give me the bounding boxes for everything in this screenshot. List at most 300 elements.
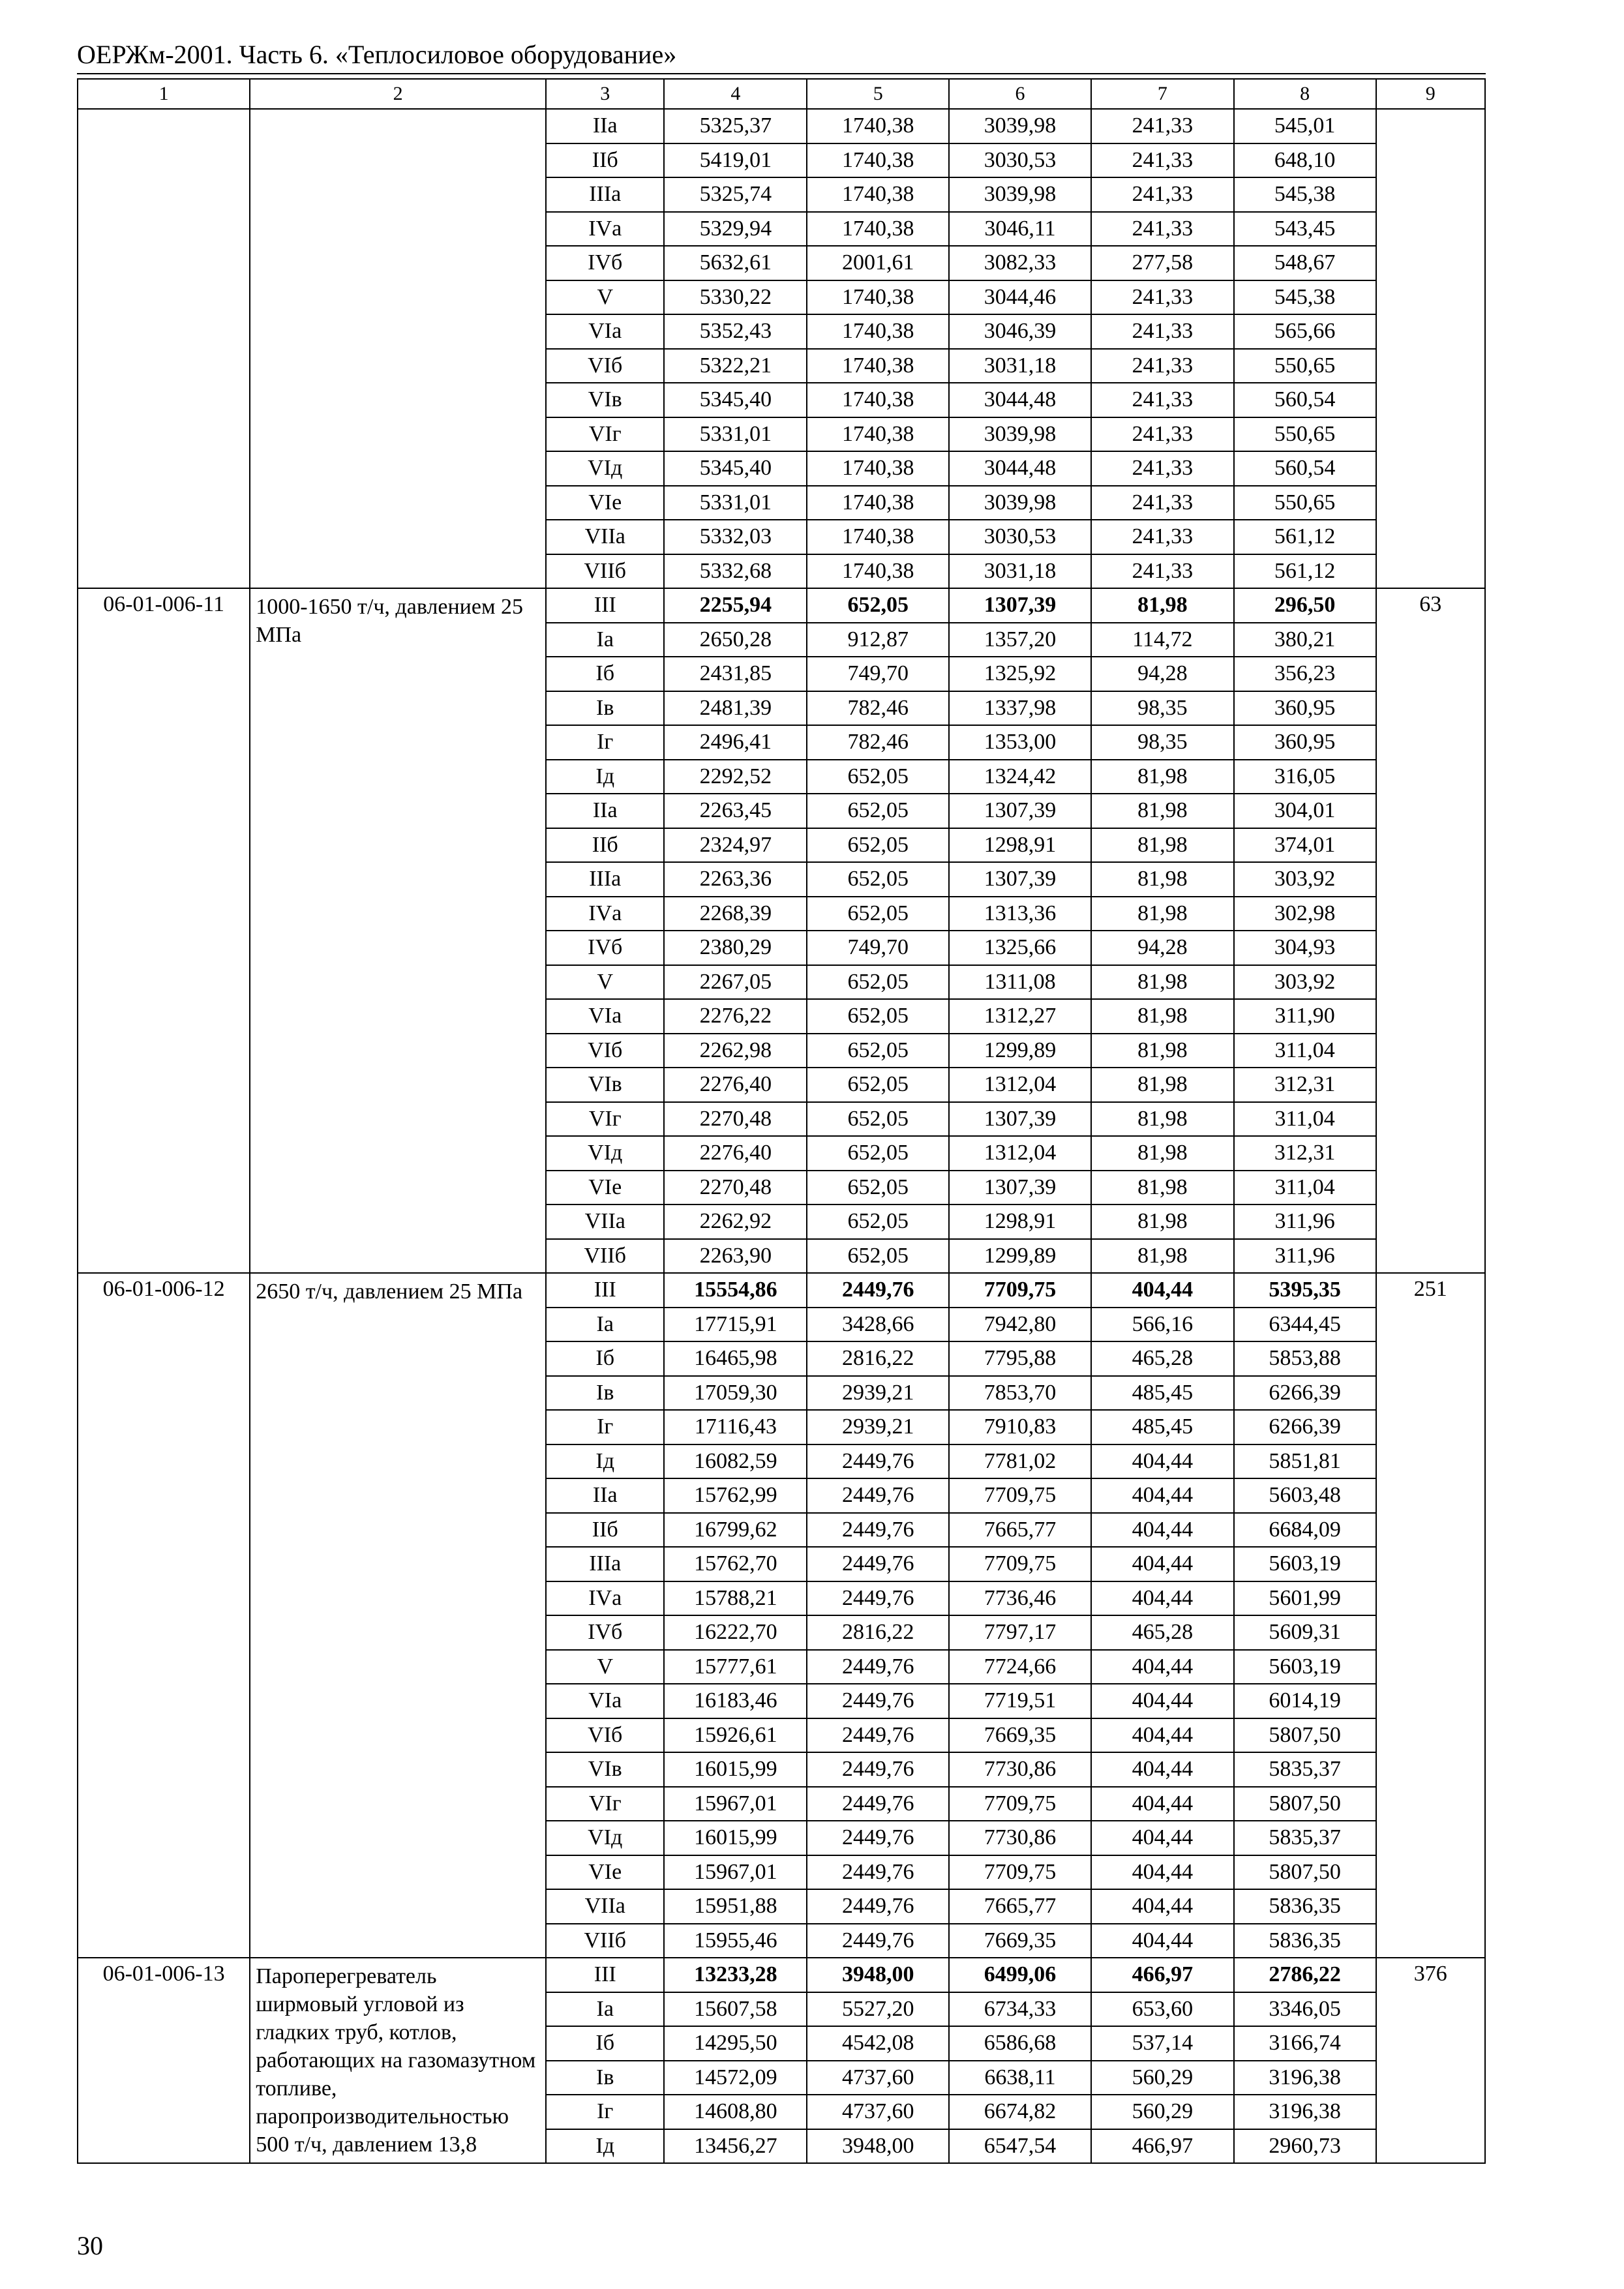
materials-cell: 303,92: [1234, 965, 1376, 1000]
machines-cell: 1311,08: [949, 965, 1091, 1000]
zone-cell: IIIа: [546, 862, 665, 897]
column-number: 2: [250, 79, 546, 109]
total-cost-cell: 14608,80: [664, 2095, 807, 2129]
zone-cell: IVб: [546, 1615, 665, 1650]
zone-cell: Iг: [546, 1410, 665, 1444]
machines-cell: 7719,51: [949, 1684, 1091, 1718]
total-cost-cell: 2270,48: [664, 1102, 807, 1137]
machinist-wages-cell: 81,98: [1091, 794, 1234, 828]
machinist-wages-cell: 81,98: [1091, 862, 1234, 897]
materials-cell: 5603,48: [1234, 1478, 1376, 1513]
machinist-wages-cell: 560,29: [1091, 2061, 1234, 2095]
wages-cell: 1740,38: [807, 486, 949, 520]
zone-cell: VIв: [546, 1068, 665, 1102]
machines-cell: 7910,83: [949, 1410, 1091, 1444]
zone-cell: IVа: [546, 1581, 665, 1616]
materials-cell: 311,04: [1234, 1171, 1376, 1205]
zone-cell: Iд: [546, 760, 665, 794]
materials-cell: 550,65: [1234, 417, 1376, 452]
zone-cell: IIIа: [546, 177, 665, 212]
materials-cell: 380,21: [1234, 623, 1376, 657]
wages-cell: 652,05: [807, 828, 949, 863]
machinist-wages-cell: 241,33: [1091, 349, 1234, 383]
total-cost-cell: 2650,28: [664, 623, 807, 657]
column-number: 5: [807, 79, 949, 109]
machines-cell: 6734,33: [949, 1992, 1091, 2027]
zone-cell: VIд: [546, 1821, 665, 1855]
machines-cell: 1307,39: [949, 862, 1091, 897]
machines-cell: 1353,00: [949, 725, 1091, 760]
total-cost-cell: 5345,40: [664, 451, 807, 486]
machines-cell: 1325,92: [949, 657, 1091, 691]
wages-cell: 2449,76: [807, 1821, 949, 1855]
wages-cell: 652,05: [807, 760, 949, 794]
machinist-wages-cell: 404,44: [1091, 1478, 1234, 1513]
total-cost-cell: 15777,61: [664, 1650, 807, 1684]
wages-cell: 2449,76: [807, 1855, 949, 1890]
machinist-wages-cell: 241,33: [1091, 212, 1234, 247]
materials-cell: 6266,39: [1234, 1410, 1376, 1444]
materials-cell: 6344,45: [1234, 1308, 1376, 1342]
machinist-wages-cell: 404,44: [1091, 1513, 1234, 1548]
total-cost-cell: 17116,43: [664, 1410, 807, 1444]
materials-cell: 6684,09: [1234, 1513, 1376, 1548]
wages-cell: 2001,61: [807, 246, 949, 280]
zone-cell: Iб: [546, 2026, 665, 2061]
rate-code-cell: 06-01-006-13: [78, 1958, 250, 2163]
machines-cell: 3046,39: [949, 314, 1091, 349]
machinist-wages-cell: 81,98: [1091, 1136, 1234, 1171]
wages-cell: 652,05: [807, 1239, 949, 1274]
total-cost-cell: 5345,40: [664, 383, 807, 417]
total-cost-cell: 2292,52: [664, 760, 807, 794]
wages-cell: 2449,76: [807, 1650, 949, 1684]
machinist-wages-cell: 277,58: [1091, 246, 1234, 280]
machinist-wages-cell: 404,44: [1091, 1924, 1234, 1958]
zone-cell: VIг: [546, 417, 665, 452]
rate-description-cell: 2650 т/ч, давлением 25 МПа: [250, 1273, 546, 1958]
materials-cell: 311,96: [1234, 1204, 1376, 1239]
column-number-row: [78, 79, 1485, 109]
machinist-wages-cell: 241,33: [1091, 417, 1234, 452]
zone-cell: VIб: [546, 349, 665, 383]
zone-cell: IIб: [546, 828, 665, 863]
wages-cell: 2449,76: [807, 1889, 949, 1924]
total-cost-cell: 15955,46: [664, 1924, 807, 1958]
total-cost-cell: 2481,39: [664, 691, 807, 726]
total-cost-cell: 16222,70: [664, 1615, 807, 1650]
zone-cell: Iв: [546, 2061, 665, 2095]
machines-cell: 3082,33: [949, 246, 1091, 280]
wages-cell: 652,05: [807, 1171, 949, 1205]
wages-cell: 2449,76: [807, 1787, 949, 1821]
machines-cell: 3039,98: [949, 417, 1091, 452]
materials-cell: 2960,73: [1234, 2129, 1376, 2164]
machinist-wages-cell: 465,28: [1091, 1341, 1234, 1376]
zone-cell: VIд: [546, 451, 665, 486]
machines-cell: 1312,04: [949, 1068, 1091, 1102]
machines-cell: 3044,46: [949, 280, 1091, 315]
materials-cell: 360,95: [1234, 691, 1376, 726]
machines-cell: 1337,98: [949, 691, 1091, 726]
zone-cell: VIг: [546, 1787, 665, 1821]
wages-cell: 1740,38: [807, 349, 949, 383]
rate-description-cell: 1000-1650 т/ч, давлением 25 МПа: [250, 588, 546, 1273]
wages-cell: 749,70: [807, 931, 949, 965]
total-cost-cell: 5419,01: [664, 143, 807, 178]
zone-cell: VIIб: [546, 1239, 665, 1274]
wages-cell: 2449,76: [807, 1444, 949, 1479]
machinist-wages-cell: 241,33: [1091, 280, 1234, 315]
wages-cell: 1740,38: [807, 520, 949, 554]
materials-cell: 5603,19: [1234, 1547, 1376, 1581]
header-rule: [77, 73, 1486, 74]
total-cost-cell: 16015,99: [664, 1821, 807, 1855]
materials-cell: 374,01: [1234, 828, 1376, 863]
wages-cell: 4737,60: [807, 2061, 949, 2095]
total-cost-cell: 5332,68: [664, 554, 807, 589]
machines-cell: 7797,17: [949, 1615, 1091, 1650]
wages-cell: 1740,38: [807, 143, 949, 178]
machines-cell: 7669,35: [949, 1924, 1091, 1958]
zone-cell: III: [546, 1273, 665, 1308]
machines-cell: 3031,18: [949, 349, 1091, 383]
machinist-wages-cell: 537,14: [1091, 2026, 1234, 2061]
column-number: 8: [1234, 79, 1376, 109]
machines-cell: 1312,04: [949, 1136, 1091, 1171]
index-cell: [1376, 109, 1485, 588]
machinist-wages-cell: 653,60: [1091, 1992, 1234, 2027]
machines-cell: 6586,68: [949, 2026, 1091, 2061]
total-cost-cell: 2276,22: [664, 999, 807, 1034]
materials-cell: 565,66: [1234, 314, 1376, 349]
zone-cell: VIе: [546, 486, 665, 520]
total-cost-cell: 16015,99: [664, 1752, 807, 1787]
machines-cell: 3044,48: [949, 383, 1091, 417]
machinist-wages-cell: 81,98: [1091, 1068, 1234, 1102]
materials-cell: 5395,35: [1234, 1273, 1376, 1308]
wages-cell: 3948,00: [807, 1958, 949, 1992]
machines-cell: 1307,39: [949, 794, 1091, 828]
machinist-wages-cell: 98,35: [1091, 691, 1234, 726]
machinist-wages-cell: 404,44: [1091, 1718, 1234, 1753]
rate-code-cell: 06-01-006-12: [78, 1273, 250, 1958]
machines-cell: 7736,46: [949, 1581, 1091, 1616]
machines-cell: 6547,54: [949, 2129, 1091, 2164]
total-cost-cell: 16082,59: [664, 1444, 807, 1479]
zone-cell: VIIа: [546, 520, 665, 554]
total-cost-cell: 13456,27: [664, 2129, 807, 2164]
wages-cell: 1740,38: [807, 109, 949, 143]
machinist-wages-cell: 94,28: [1091, 931, 1234, 965]
total-cost-cell: 2263,90: [664, 1239, 807, 1274]
total-cost-cell: 5329,94: [664, 212, 807, 247]
machinist-wages-cell: 81,98: [1091, 1102, 1234, 1137]
total-cost-cell: 5352,43: [664, 314, 807, 349]
machinist-wages-cell: 466,97: [1091, 2129, 1234, 2164]
zone-cell: VIг: [546, 1102, 665, 1137]
machines-cell: 3030,53: [949, 143, 1091, 178]
machines-cell: 7781,02: [949, 1444, 1091, 1479]
zone-cell: VIа: [546, 1684, 665, 1718]
machinist-wages-cell: 404,44: [1091, 1684, 1234, 1718]
materials-cell: 561,12: [1234, 520, 1376, 554]
wages-cell: 749,70: [807, 657, 949, 691]
machinist-wages-cell: 241,33: [1091, 486, 1234, 520]
machines-cell: 3030,53: [949, 520, 1091, 554]
total-cost-cell: 5331,01: [664, 417, 807, 452]
materials-cell: 5601,99: [1234, 1581, 1376, 1616]
zone-cell: III: [546, 1958, 665, 1992]
wages-cell: 2939,21: [807, 1410, 949, 1444]
total-cost-cell: 2263,45: [664, 794, 807, 828]
zone-cell: IIб: [546, 143, 665, 178]
materials-cell: 311,96: [1234, 1239, 1376, 1274]
column-number: 4: [664, 79, 807, 109]
machinist-wages-cell: 241,33: [1091, 109, 1234, 143]
total-cost-cell: 15926,61: [664, 1718, 807, 1753]
zone-cell: VIв: [546, 383, 665, 417]
wages-cell: 1740,38: [807, 314, 949, 349]
machinist-wages-cell: 404,44: [1091, 1547, 1234, 1581]
materials-cell: 550,65: [1234, 486, 1376, 520]
zone-cell: Iа: [546, 1308, 665, 1342]
machines-cell: 7709,75: [949, 1855, 1091, 1890]
machines-cell: 1307,39: [949, 1171, 1091, 1205]
machinist-wages-cell: 94,28: [1091, 657, 1234, 691]
materials-cell: 303,92: [1234, 862, 1376, 897]
total-cost-cell: 15967,01: [664, 1787, 807, 1821]
wages-cell: 3948,00: [807, 2129, 949, 2164]
wages-cell: 652,05: [807, 1136, 949, 1171]
machinist-wages-cell: 241,33: [1091, 554, 1234, 589]
rates-table: [77, 78, 1486, 2164]
machines-cell: 6674,82: [949, 2095, 1091, 2129]
machinist-wages-cell: 98,35: [1091, 725, 1234, 760]
index-cell: 251: [1376, 1273, 1485, 1958]
total-cost-cell: 5325,74: [664, 177, 807, 212]
total-cost-cell: 2324,97: [664, 828, 807, 863]
machines-cell: 1357,20: [949, 623, 1091, 657]
column-number: 6: [949, 79, 1091, 109]
index-cell: 376: [1376, 1958, 1485, 2163]
machines-cell: 7709,75: [949, 1547, 1091, 1581]
wages-cell: 2449,76: [807, 1924, 949, 1958]
wages-cell: 652,05: [807, 1102, 949, 1137]
wages-cell: 2816,22: [807, 1615, 949, 1650]
machinist-wages-cell: 241,33: [1091, 143, 1234, 178]
zone-cell: VIIа: [546, 1889, 665, 1924]
materials-cell: 3346,05: [1234, 1992, 1376, 2027]
total-cost-cell: 15607,58: [664, 1992, 807, 2027]
zone-cell: VIв: [546, 1752, 665, 1787]
machinist-wages-cell: 81,98: [1091, 588, 1234, 623]
materials-cell: 356,23: [1234, 657, 1376, 691]
zone-cell: VIб: [546, 1034, 665, 1068]
materials-cell: 302,98: [1234, 897, 1376, 931]
total-cost-cell: 5325,37: [664, 109, 807, 143]
total-cost-cell: 2262,92: [664, 1204, 807, 1239]
zone-cell: VIа: [546, 314, 665, 349]
machinist-wages-cell: 466,97: [1091, 1958, 1234, 1992]
wages-cell: 652,05: [807, 1068, 949, 1102]
machinist-wages-cell: 404,44: [1091, 1752, 1234, 1787]
machines-cell: 3046,11: [949, 212, 1091, 247]
wages-cell: 652,05: [807, 965, 949, 1000]
machinist-wages-cell: 560,29: [1091, 2095, 1234, 2129]
machinist-wages-cell: 404,44: [1091, 1787, 1234, 1821]
zone-cell: IVб: [546, 931, 665, 965]
machinist-wages-cell: 241,33: [1091, 520, 1234, 554]
wages-cell: 2449,76: [807, 1581, 949, 1616]
total-cost-cell: 15967,01: [664, 1855, 807, 1890]
total-cost-cell: 2255,94: [664, 588, 807, 623]
materials-cell: 545,38: [1234, 177, 1376, 212]
total-cost-cell: 14572,09: [664, 2061, 807, 2095]
machinist-wages-cell: 241,33: [1091, 451, 1234, 486]
total-cost-cell: 15788,21: [664, 1581, 807, 1616]
zone-cell: V: [546, 1650, 665, 1684]
total-cost-cell: 16183,46: [664, 1684, 807, 1718]
column-number: 1: [78, 79, 250, 109]
wages-cell: 652,05: [807, 862, 949, 897]
materials-cell: 548,67: [1234, 246, 1376, 280]
wages-cell: 1740,38: [807, 451, 949, 486]
machines-cell: 7665,77: [949, 1513, 1091, 1548]
zone-cell: Iб: [546, 657, 665, 691]
rate-code-cell: [78, 109, 250, 588]
machines-cell: 1313,36: [949, 897, 1091, 931]
zone-cell: VIе: [546, 1171, 665, 1205]
materials-cell: 560,54: [1234, 383, 1376, 417]
zone-cell: VIе: [546, 1855, 665, 1890]
zone-cell: V: [546, 280, 665, 315]
wages-cell: 652,05: [807, 794, 949, 828]
rates-table-container: [77, 78, 1486, 2164]
wages-cell: 2449,76: [807, 1513, 949, 1548]
materials-cell: 5836,35: [1234, 1924, 1376, 1958]
machinist-wages-cell: 81,98: [1091, 999, 1234, 1034]
materials-cell: 5603,19: [1234, 1650, 1376, 1684]
total-cost-cell: 2276,40: [664, 1068, 807, 1102]
machinist-wages-cell: 241,33: [1091, 383, 1234, 417]
zone-cell: IIа: [546, 794, 665, 828]
machinist-wages-cell: 404,44: [1091, 1650, 1234, 1684]
machines-cell: 7709,75: [949, 1787, 1091, 1821]
zone-cell: III: [546, 588, 665, 623]
machinist-wages-cell: 81,98: [1091, 1034, 1234, 1068]
materials-cell: 312,31: [1234, 1068, 1376, 1102]
materials-cell: 5835,37: [1234, 1752, 1376, 1787]
machines-cell: 7730,86: [949, 1821, 1091, 1855]
wages-cell: 2449,76: [807, 1752, 949, 1787]
materials-cell: 3166,74: [1234, 2026, 1376, 2061]
machinist-wages-cell: 404,44: [1091, 1889, 1234, 1924]
machinist-wages-cell: 485,45: [1091, 1410, 1234, 1444]
zone-cell: Iд: [546, 1444, 665, 1479]
machinist-wages-cell: 114,72: [1091, 623, 1234, 657]
machines-cell: 3031,18: [949, 554, 1091, 589]
machines-cell: 1298,91: [949, 828, 1091, 863]
wages-cell: 652,05: [807, 897, 949, 931]
total-cost-cell: 2263,36: [664, 862, 807, 897]
machinist-wages-cell: 81,98: [1091, 828, 1234, 863]
wages-cell: 1740,38: [807, 417, 949, 452]
materials-cell: 5807,50: [1234, 1787, 1376, 1821]
total-cost-cell: 15554,86: [664, 1273, 807, 1308]
materials-cell: 648,10: [1234, 143, 1376, 178]
zone-cell: IVа: [546, 212, 665, 247]
table-row: [78, 109, 1485, 143]
machines-cell: 7795,88: [949, 1341, 1091, 1376]
wages-cell: 2449,76: [807, 1478, 949, 1513]
wages-cell: 652,05: [807, 1034, 949, 1068]
machinist-wages-cell: 404,44: [1091, 1855, 1234, 1890]
machines-cell: 1312,27: [949, 999, 1091, 1034]
wages-cell: 4542,08: [807, 2026, 949, 2061]
machines-cell: 3044,48: [949, 451, 1091, 486]
total-cost-cell: 2262,98: [664, 1034, 807, 1068]
materials-cell: 311,04: [1234, 1034, 1376, 1068]
zone-cell: VIб: [546, 1718, 665, 1753]
machines-cell: 7730,86: [949, 1752, 1091, 1787]
machines-cell: 3039,98: [949, 177, 1091, 212]
zone-cell: Iг: [546, 2095, 665, 2129]
machinist-wages-cell: 81,98: [1091, 1171, 1234, 1205]
wages-cell: 652,05: [807, 1204, 949, 1239]
column-number: 9: [1376, 79, 1485, 109]
machines-cell: 3039,98: [949, 109, 1091, 143]
zone-cell: IVа: [546, 897, 665, 931]
machines-cell: 7724,66: [949, 1650, 1091, 1684]
wages-cell: 4737,60: [807, 2095, 949, 2129]
wages-cell: 2816,22: [807, 1341, 949, 1376]
rate-description-cell: [250, 109, 546, 588]
machinist-wages-cell: 465,28: [1091, 1615, 1234, 1650]
machines-cell: 7942,80: [949, 1308, 1091, 1342]
machinist-wages-cell: 566,16: [1091, 1308, 1234, 1342]
machinist-wages-cell: 241,33: [1091, 177, 1234, 212]
materials-cell: 543,45: [1234, 212, 1376, 247]
materials-cell: 311,90: [1234, 999, 1376, 1034]
machinist-wages-cell: 241,33: [1091, 314, 1234, 349]
total-cost-cell: 17059,30: [664, 1376, 807, 1411]
materials-cell: 304,01: [1234, 794, 1376, 828]
machines-cell: 1299,89: [949, 1034, 1091, 1068]
machinist-wages-cell: 404,44: [1091, 1444, 1234, 1479]
materials-cell: 5835,37: [1234, 1821, 1376, 1855]
machinist-wages-cell: 81,98: [1091, 1204, 1234, 1239]
zone-cell: VIа: [546, 999, 665, 1034]
machines-cell: 1299,89: [949, 1239, 1091, 1274]
wages-cell: 2449,76: [807, 1547, 949, 1581]
total-cost-cell: 17715,91: [664, 1308, 807, 1342]
zone-cell: V: [546, 965, 665, 1000]
zone-cell: VIIб: [546, 554, 665, 589]
materials-cell: 5851,81: [1234, 1444, 1376, 1479]
machinist-wages-cell: 81,98: [1091, 965, 1234, 1000]
machines-cell: 6499,06: [949, 1958, 1091, 1992]
total-cost-cell: 5331,01: [664, 486, 807, 520]
machines-cell: 7853,70: [949, 1376, 1091, 1411]
materials-cell: 545,01: [1234, 109, 1376, 143]
total-cost-cell: 16799,62: [664, 1513, 807, 1548]
table-row: [78, 588, 1485, 623]
zone-cell: Iа: [546, 623, 665, 657]
total-cost-cell: 2267,05: [664, 965, 807, 1000]
machinist-wages-cell: 81,98: [1091, 760, 1234, 794]
zone-cell: IIа: [546, 1478, 665, 1513]
